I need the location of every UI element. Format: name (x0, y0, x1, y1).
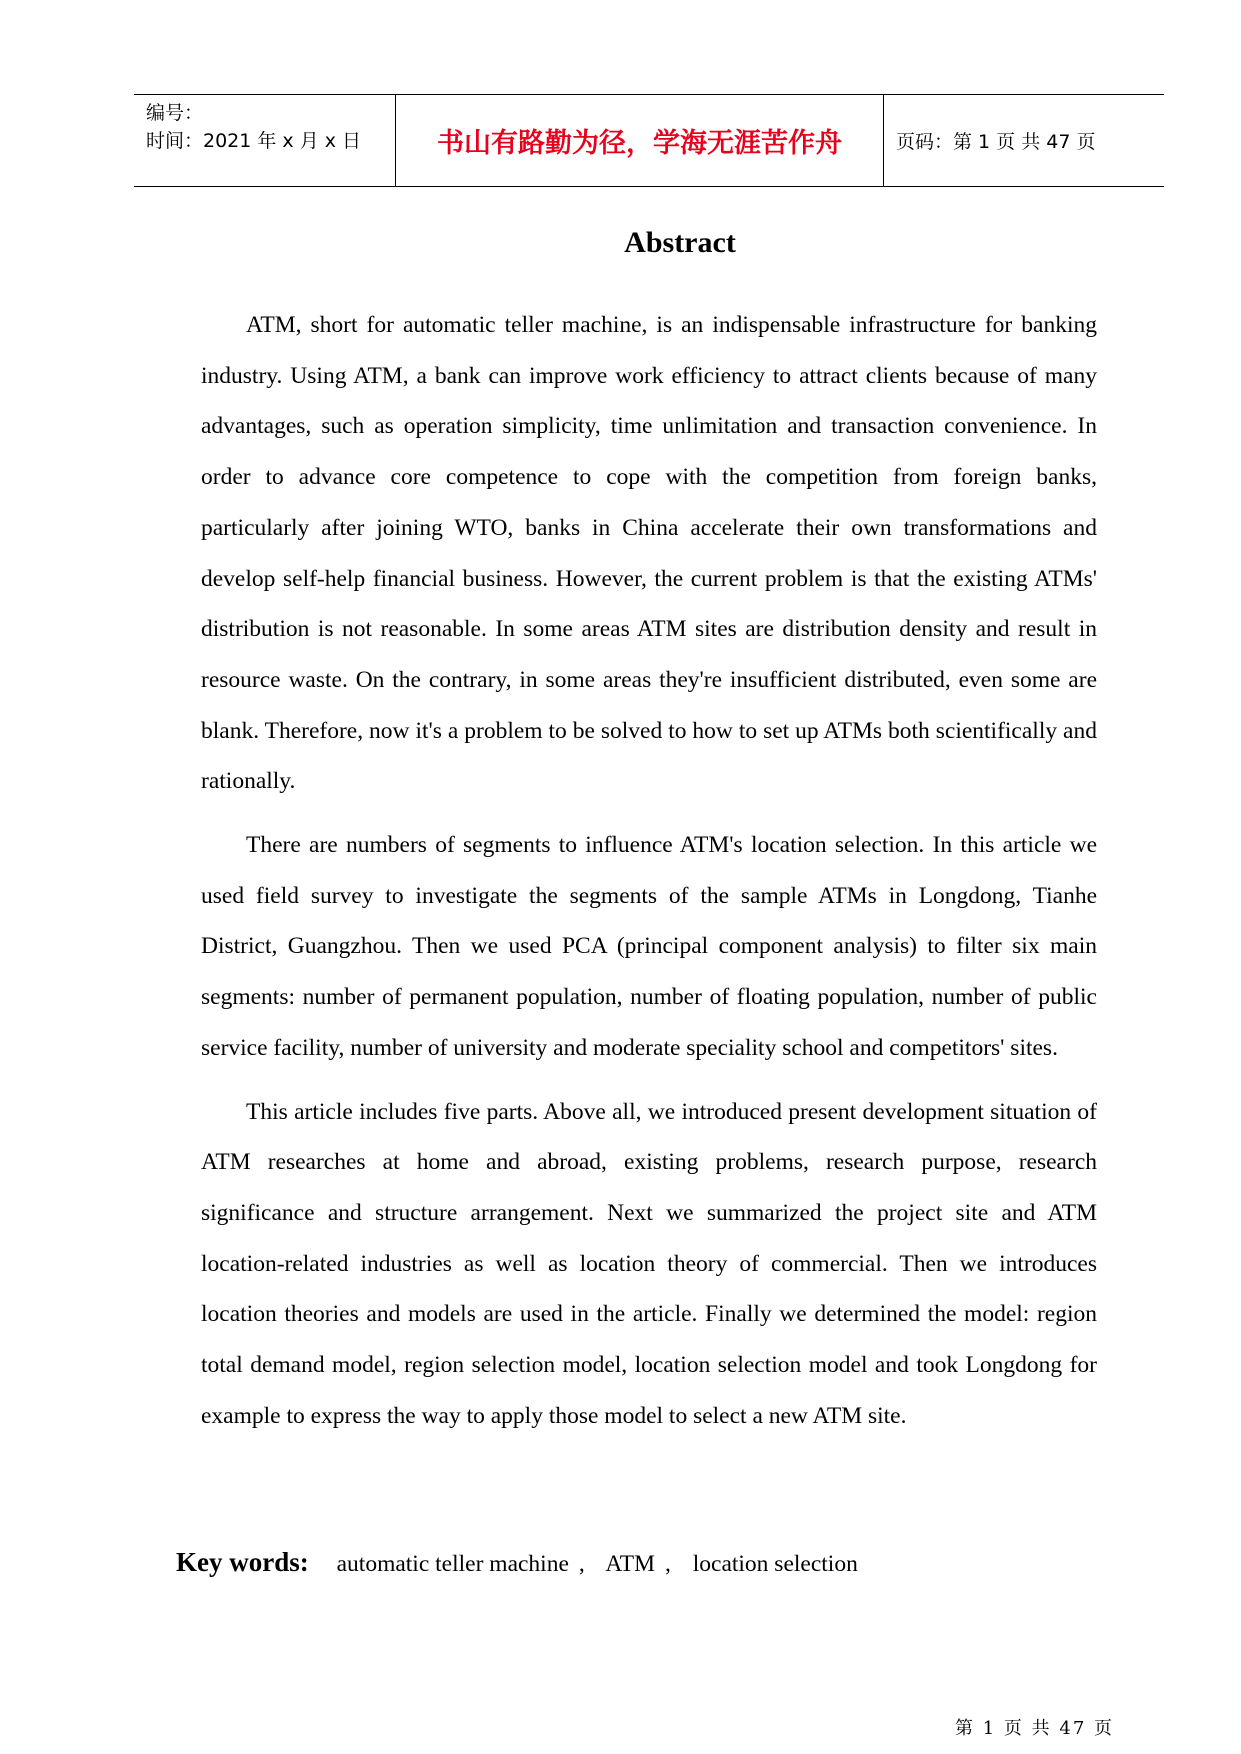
header-page-cell (884, 95, 1164, 186)
abstract-paragraph: This article includes five parts. Above all, we introduced present development situation of ATM researches at home and abroad, existing problems, research purpose, research significance and structure arrangement. Next we summarized the project site and ATM location-related industries as well as location theory of commercial. Then we introduces location theories and models are used in the article. Finally we determined the model: region total demand model, region selection model, location selection model and took Longdong for example to express the way to apply those model to select a new ATM site. (201, 1098, 1097, 1429)
header-motto-cell (396, 95, 884, 186)
keyword-item: location selection (692, 1551, 858, 1577)
keywords-label: Key words: (176, 1547, 309, 1577)
keyword-item: ATM (605, 1551, 655, 1577)
keyword-separator: , (578, 1551, 585, 1577)
page-footer (955, 1714, 1114, 1740)
keyword-item: automatic teller machine (336, 1551, 569, 1577)
document-header (134, 94, 1164, 187)
keyword-separator: , (664, 1551, 671, 1577)
keywords-line (176, 1547, 868, 1578)
abstract-body (201, 300, 1097, 1441)
header-page-info: 页码：第 1 页 共 47 页 (896, 131, 1096, 153)
footer-page-number: 第 1 页 共 47 页 (955, 1718, 1114, 1739)
header-info-cell (134, 95, 396, 186)
abstract-paragraph: There are numbers of segments to influence ATM's location selection. In this article we used field survey to investigate the segments of the sample ATMs in Longdong, Tianhe District, Guangzhou. Then we used PCA (principal component analysis) to filter six main segments: number of permanent population, number of floating population, number of public service facility, number of university and moderate speciality school and competitors' sites. (201, 832, 1097, 1061)
date-label: 时间：2021 年 x 月 x 日 (146, 130, 362, 152)
serial-number-label: 编号： (146, 102, 204, 124)
abstract-title: Abstract (624, 226, 736, 259)
abstract-paragraph: ATM, short for automatic teller machine, is an indispensable infrastructure for banking industry. Using ATM, a bank can improve work efficiency to attract clients because of many advantages, such as operation simplicity, time unlimitation and transaction convenience. In order to advance core competence to cope with the competition from foreign banks, particularly after joining WTO, banks in China accelerate their own transformations and develop self-help financial business. However, the current problem is that the existing ATMs' distribution is not reasonable. In some areas ATM sites are distribution density and result in resource waste. On the contrary, in some areas they're insufficient distributed, even some are blank. Therefore, now it's a problem to be solved to how to set up ATMs both scientifically and rationally. (201, 312, 1097, 795)
motto-text: 书山有路勤为径，学海无涯苦作舟 (437, 128, 842, 159)
